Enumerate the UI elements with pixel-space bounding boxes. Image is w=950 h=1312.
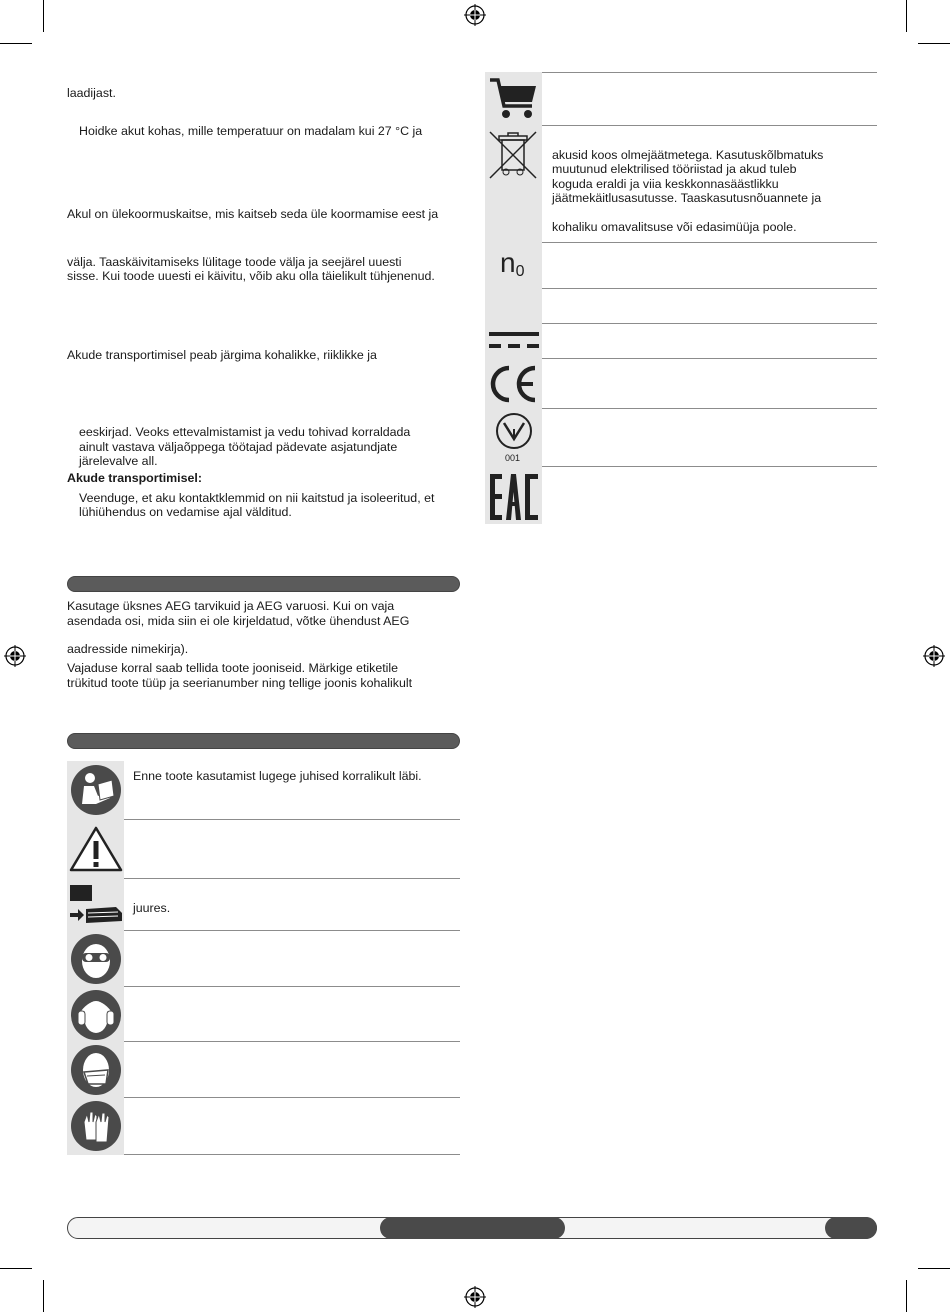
- paragraph-text: järelevalve all.: [79, 454, 158, 468]
- row-divider: [542, 242, 877, 243]
- no-load-speed-symbol: n0: [500, 247, 525, 280]
- row-divider: [542, 323, 877, 324]
- row-divider: [542, 408, 877, 409]
- eac-mark-icon: [488, 472, 540, 522]
- footer-language-tab: [380, 1217, 565, 1239]
- crop-mark: [918, 1268, 950, 1269]
- crop-mark: [0, 1268, 32, 1269]
- ukrainian-conformity-icon: [494, 411, 534, 451]
- dust-mask-icon: [70, 1044, 122, 1096]
- crop-mark: [43, 1280, 44, 1312]
- registration-mark-icon: [464, 4, 486, 26]
- crop-mark: [906, 1280, 907, 1312]
- paragraph-text: Akude transportimisel peab järgima kohalikke, riiklikke ja: [67, 348, 377, 362]
- symbol-description: muutunud elektrilised tööriistad ja akud tuleb: [552, 162, 797, 176]
- warning-triangle-icon: [69, 825, 123, 873]
- safety-goggles-icon: [70, 933, 122, 985]
- conformity-code: 001: [505, 453, 521, 463]
- read-manual-icon: [70, 764, 122, 816]
- paragraph-text: Vajaduse korral saab tellida toote jooniseid. Märkige etiketile: [67, 661, 399, 675]
- paragraph-text: trükitud toote tüüp ja seerianumber ning tellige joonis kohalikult: [67, 676, 413, 690]
- weee-bin-icon: [486, 128, 540, 182]
- gloves-icon: [70, 1100, 122, 1152]
- row-divider: [124, 1154, 460, 1155]
- symbol-description: juures.: [133, 901, 171, 915]
- crop-mark: [906, 0, 907, 32]
- remove-battery-icon: [68, 883, 124, 927]
- section-header-bar: [67, 733, 460, 749]
- registration-mark-icon: [923, 645, 945, 667]
- section-header-bar: [67, 576, 460, 592]
- footer-page-number-tab: [825, 1217, 877, 1239]
- direct-current-icon: [489, 330, 539, 352]
- registration-mark-icon: [4, 645, 26, 667]
- ce-mark-icon: [489, 364, 539, 404]
- row-divider: [542, 125, 877, 126]
- paragraph-text: lühiühendus on vedamise ajal välditud.: [79, 505, 292, 519]
- hearing-protection-icon: [70, 989, 122, 1041]
- registration-mark-icon: [464, 1286, 486, 1308]
- row-divider: [542, 358, 877, 359]
- paragraph-text: asendada osi, mida siin ei ole kirjeldatud, võtke ühendust AEG: [67, 614, 410, 628]
- paragraph-text: eeskirjad. Veoks ettevalmistamist ja vedu tohivad korraldada: [79, 425, 411, 439]
- row-divider: [542, 72, 877, 73]
- symbol-description: koguda eraldi ja viia keskkonnasäästlikku: [552, 177, 779, 191]
- paragraph-text: Kasutage üksnes AEG tarvikuid ja AEG varuosi. Kui on vaja: [67, 599, 395, 613]
- row-divider: [124, 878, 460, 879]
- crop-mark: [43, 0, 44, 32]
- paragraph-text: Hoidke akut kohas, mille temperatuur on madalam kui 27 °C ja: [79, 124, 423, 138]
- paragraph-text: Veenduge, et aku kontaktklemmid on nii kaitstud ja isoleeritud, et: [79, 491, 435, 505]
- paragraph-text: välja. Taaskäivitamiseks lülitage toode välja ja seejärel uuesti: [67, 255, 402, 269]
- row-divider: [124, 986, 460, 987]
- row-divider: [124, 1041, 460, 1042]
- symbol-description: akusid koos olmejäätmetega. Kasutuskõlbmatuks: [552, 148, 824, 162]
- crop-mark: [918, 43, 950, 44]
- symbol-description: jäätmekäitlusasutusse. Taaskasutusnõuannete ja: [552, 191, 822, 205]
- row-divider: [124, 930, 460, 931]
- crop-mark: [0, 43, 32, 44]
- paragraph-text: Akul on ülekoormuskaitse, mis kaitseb seda üle koormamise eest ja: [67, 207, 439, 221]
- paragraph-text: ainult vastava väljaõppega töötajad pädevate asjatundjate: [79, 440, 398, 454]
- paragraph-text: laadijast.: [67, 86, 116, 100]
- row-divider: [542, 466, 877, 467]
- symbol-description: Enne toote kasutamist lugege juhised korralikult läbi.: [133, 769, 422, 783]
- paragraph-text: aadresside nimekirja).: [67, 642, 189, 656]
- symbol-description: kohaliku omavalitsuse või edasimüüja poole.: [552, 220, 797, 234]
- row-divider: [124, 1097, 460, 1098]
- row-divider: [124, 819, 460, 820]
- paragraph-text: sisse. Kui toode uuesti ei käivitu, võib aku olla täielikult tühjenenud.: [67, 269, 435, 283]
- row-divider: [542, 288, 877, 289]
- shopping-cart-icon: [488, 76, 540, 122]
- subheading: Akude transportimisel:: [67, 471, 202, 485]
